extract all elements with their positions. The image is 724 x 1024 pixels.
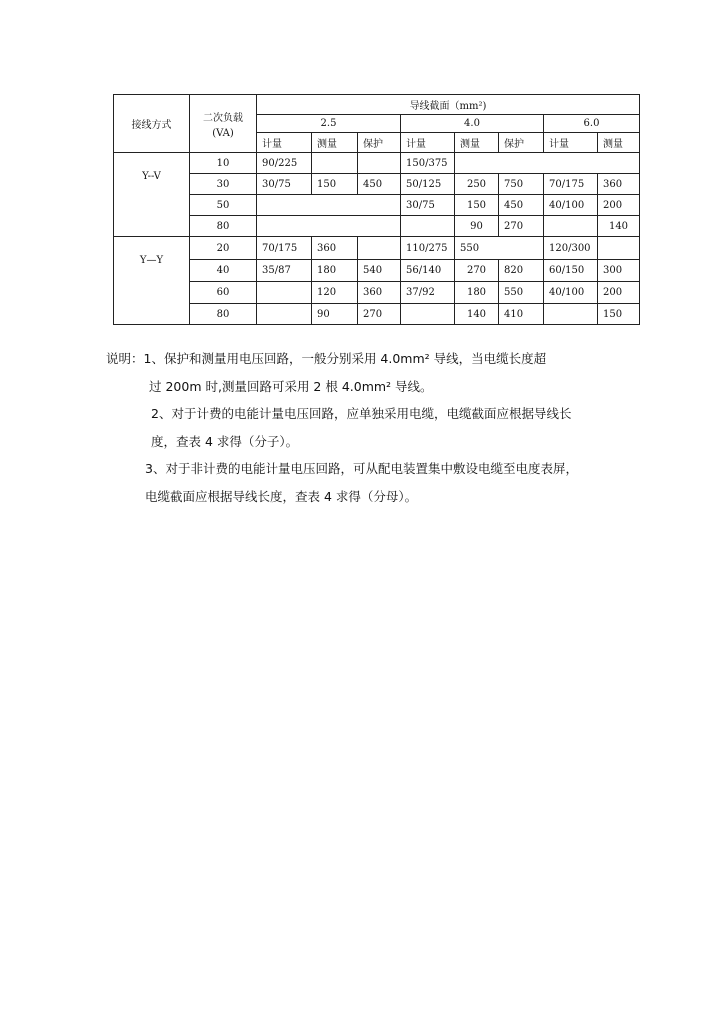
data-cell: 270: [499, 216, 544, 237]
data-cell: 40/100: [544, 282, 598, 304]
data-cell: [257, 282, 312, 304]
sub-header: 测量: [455, 133, 499, 153]
data-cell: 150: [455, 195, 499, 216]
data-cell-merged: [257, 216, 401, 237]
data-cell: 450: [358, 174, 401, 195]
data-cell: 90/225: [257, 153, 312, 174]
data-cell: 150/375: [401, 153, 455, 174]
data-cell: 120/300: [544, 237, 598, 260]
table-row: [114, 237, 640, 260]
data-cell: [312, 153, 358, 174]
data-cell: 60/150: [544, 260, 598, 282]
data-cell-merged: [257, 195, 401, 216]
data-cell: 30/75: [257, 174, 312, 195]
method-cell: Y--V: [114, 153, 190, 237]
load-cell: 40: [190, 260, 257, 282]
load-cell: 20: [190, 237, 257, 260]
data-cell: 550: [499, 282, 544, 304]
sub-header: 测量: [598, 133, 640, 153]
data-cell: 140: [455, 304, 499, 325]
data-cell: 360: [598, 174, 640, 195]
table-row: [114, 282, 640, 304]
data-cell: 540: [358, 260, 401, 282]
data-cell: 270: [358, 304, 401, 325]
load-cell: 80: [190, 216, 257, 237]
header-load-label: 二次负载: [203, 112, 243, 124]
data-cell: 820: [499, 260, 544, 282]
table-row: [114, 153, 640, 174]
data-cell: 37/92: [401, 282, 455, 304]
table-row: [114, 195, 640, 216]
sub-header: 计量: [401, 133, 455, 153]
sub-header: 保护: [499, 133, 544, 153]
data-cell: 360: [358, 282, 401, 304]
data-cell: [544, 304, 598, 325]
data-cell: 120: [312, 282, 358, 304]
table-row: [114, 260, 640, 282]
data-cell: 140: [598, 216, 640, 237]
data-cell: 360: [312, 237, 358, 260]
data-cell: 200: [598, 282, 640, 304]
wire-section-table: [113, 94, 640, 325]
table-row: [114, 174, 640, 195]
data-cell: [358, 237, 401, 260]
data-cell: 50/125: [401, 174, 455, 195]
header-method: 接线方式: [114, 95, 190, 153]
note-line-5: 3、对于非计费的电能计量电压回路，可从配电装置集中敷设电缆至电度表屏，: [145, 461, 578, 476]
data-cell: 30/75: [401, 195, 455, 216]
data-cell: 750: [499, 174, 544, 195]
sub-header: 计量: [257, 133, 312, 153]
data-cell: 200: [598, 195, 640, 216]
data-cell: [401, 304, 455, 325]
data-cell: [358, 153, 401, 174]
data-cell: [598, 237, 640, 260]
data-cell: 450: [499, 195, 544, 216]
load-cell: 30: [190, 174, 257, 195]
data-cell: 150: [598, 304, 640, 325]
data-cell: 90: [312, 304, 358, 325]
data-cell: [401, 216, 455, 237]
header-section: 导线截面（mm²): [257, 95, 640, 115]
data-cell: 70/175: [257, 237, 312, 260]
header-size-6-0: 6.0: [544, 115, 640, 133]
note-line-2: 过 200m 时,测量回路可采用 2 根 4.0mm² 导线。: [149, 378, 433, 394]
header-load-unit: (VA): [212, 127, 234, 139]
data-cell: 150: [312, 174, 358, 195]
data-cell: 410: [499, 304, 544, 325]
header-size-2-5: 2.5: [257, 115, 401, 133]
load-cell: 80: [190, 304, 257, 325]
data-cell: 40/100: [544, 195, 598, 216]
data-cell: 250: [455, 174, 499, 195]
data-cell-merged: [455, 153, 640, 174]
method-cell: Y—Y: [114, 237, 190, 325]
data-cell: 35/87: [257, 260, 312, 282]
data-cell-merged: 550: [455, 237, 544, 260]
data-cell: 110/275: [401, 237, 455, 260]
header-load: [190, 95, 257, 153]
header-size-4-0: 4.0: [401, 115, 544, 133]
data-cell: 180: [455, 282, 499, 304]
load-cell: 60: [190, 282, 257, 304]
note-line-6: 电缆截面应根据导线长度，查表 4 求得（分母）。: [145, 488, 418, 504]
sub-header: 保护: [358, 133, 401, 153]
table-row: [114, 216, 640, 237]
notes-section: [106, 345, 666, 510]
note-line-3: 2、对于计费的电能计量电压回路，应单独采用电缆，电缆截面应根据导线长: [151, 406, 572, 421]
sub-header: 测量: [312, 133, 358, 153]
data-cell: 180: [312, 260, 358, 282]
data-cell: 300: [598, 260, 640, 282]
load-cell: 50: [190, 195, 257, 216]
note-line-1: 说明：1、保护和测量用电压回路，一般分别采用 4.0mm² 导线，当电缆长度超: [106, 351, 547, 366]
data-cell: 270: [455, 260, 499, 282]
data-cell: 90: [455, 216, 499, 237]
data-cell: 70/175: [544, 174, 598, 195]
note-line-4: 度，查表 4 求得（分子）。: [151, 433, 299, 449]
data-cell: [257, 304, 312, 325]
data-cell: 56/140: [401, 260, 455, 282]
load-cell: 10: [190, 153, 257, 174]
sub-header: 计量: [544, 133, 598, 153]
data-cell: [544, 216, 598, 237]
table-row: [114, 304, 640, 325]
